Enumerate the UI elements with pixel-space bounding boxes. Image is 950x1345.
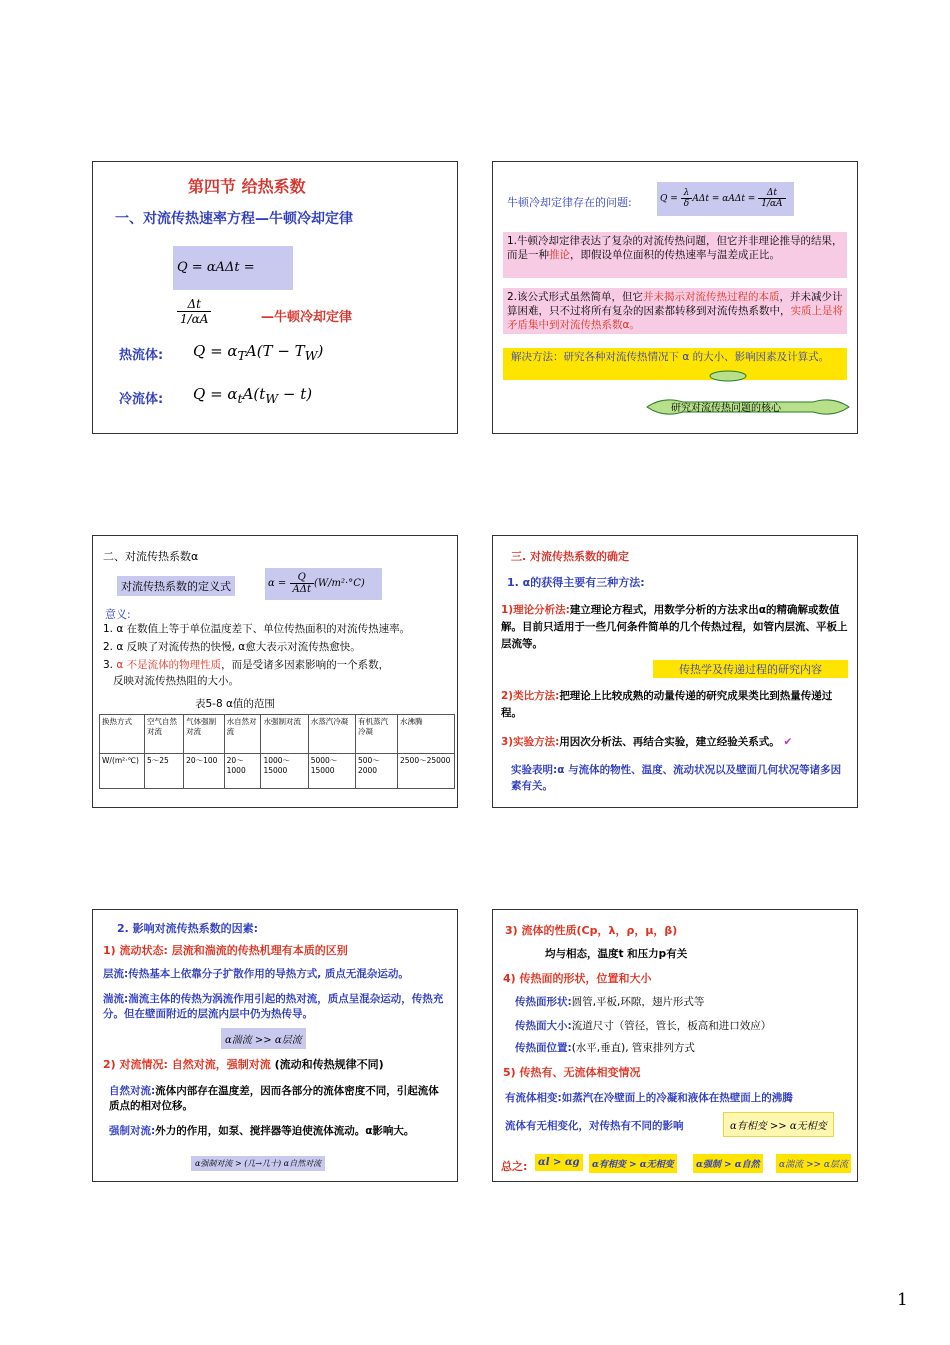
forced-vs-natural: α强制对流 > (几→几十) α自然对流 — [191, 1156, 325, 1171]
summary-1: αl > αg — [535, 1154, 583, 1171]
experiment-note: 实验表明:α 与流体的物性、温度、流动状况以及壁面几何状况等诸多因素有关。 — [511, 764, 842, 792]
point-1: 1.牛顿冷却定律表达了复杂的对流传热问题，但它并非理论推导的结果，而是一种推论，即假设单位面积的传热速率与温差成正比。 — [503, 232, 847, 278]
check-icon: ✔ — [783, 736, 793, 748]
forced-convection: 强制对流:外力的作用，如泵、搅拌器等迫使流体流动。α影响大。 — [109, 1125, 415, 1137]
table-title: 表5-8 α值的范围 — [195, 698, 275, 710]
section-heading: 2. 影响对流传热系数的因素: — [117, 922, 259, 935]
slide-title: 第四节 给热系数 — [188, 177, 306, 196]
factor-4: 4) 传热面的形状，位置和大小 — [503, 972, 652, 985]
surface-shape: 传热面形状:圆管,平板,环隙，翅片形式等 — [515, 996, 705, 1008]
factor-1: 1) 流动状态: 层流和湍流的传热机理有本质的区别 — [103, 944, 348, 957]
slide-4 — [492, 535, 858, 808]
surface-size: 传热面大小:流道尺寸（管径，管长，板高和进口效应） — [515, 1020, 772, 1032]
phase-effect: 流体有无相变化，对传热有不同的影响 — [505, 1120, 684, 1132]
section-heading: 二、对流传热系数α — [103, 550, 199, 563]
hot-fluid-formula: $Q = \alpha_TA(T - T_W)$ — [193, 342, 324, 363]
slide-6 — [492, 909, 858, 1182]
method-1-tag: 传热学及传递过程的研究内容 — [653, 660, 848, 678]
method-3: 3)实验方法:用因次分析法、再结合实验，建立经验关系式。 ✔ — [501, 736, 793, 748]
section-heading: 一、对流传热速率方程—牛顿冷却定律 — [115, 211, 353, 227]
problem-formula: Q = $\frac{\lambda}{\delta}$ AΔt = αAΔt = $\frac{\Delta t}{1/\alpha A}$ — [657, 182, 794, 216]
summary-label: 总之: — [501, 1160, 528, 1173]
surface-position: 传热面位置:(水平,垂直), 管束排列方式 — [515, 1042, 695, 1054]
factor-3-sub: 均与相态，温度t 和压力p有关 — [545, 948, 688, 960]
alpha-range-table — [99, 714, 455, 789]
table-row: W/(m²·℃) 5～25 20～100 20～1000 1000～15000 5000～15000 500～2000 2500～25000 — [100, 754, 455, 789]
meaning-label: 意义: — [105, 608, 131, 621]
slide-1 — [92, 161, 458, 434]
methods-intro: 1. α的获得主要有三种方法: — [507, 576, 645, 589]
slide-3 — [92, 535, 458, 808]
method-1: 1)理论分析法:建立理论方程式，用数学分析的方法求出α的精确解或数值解。目前只适用于一些几何条件简单的几个传热过程，如管内层流、平板上层流等。 — [501, 604, 848, 650]
factor-3: 3) 流体的性质(Cp，λ，ρ，μ，β) — [505, 924, 678, 937]
page-number: 1 — [897, 1290, 908, 1310]
newton-formula: Q = αAΔt = $\frac{\Delta t}{1/\alpha A}$ — [173, 246, 293, 290]
meaning-2: 2. α 反映了对流传热的快慢, α愈大表示对流传热愈快。 — [103, 641, 361, 653]
factor-5: 5) 传热有、无流体相变情况 — [503, 1066, 641, 1079]
core-label: 研究对流传热问题的核心 — [671, 403, 781, 414]
laminar-text: 层流:传热基本上依靠分子扩散作用的导热方式, 质点无混杂运动。 — [103, 968, 409, 980]
meaning-1: 1. α 在数值上等于单位温度差下、单位传热面积的对流传热速率。 — [103, 623, 411, 635]
solution-box: 解决方法：研究各种对流传热情况下 α 的大小、影响因素及计算式。 — [503, 348, 847, 380]
summary-3: α强制 > α自然 — [693, 1154, 763, 1173]
cold-fluid-formula: $Q = \alpha_tA(t_W - t)$ — [193, 385, 313, 406]
phase-comparison: α有相变 >> α无相变 — [723, 1112, 834, 1137]
small-scroll-shape — [708, 366, 748, 386]
slide-5 — [92, 909, 458, 1182]
natural-convection: 自然对流:流体内部存在温度差，因而各部分的流体密度不同，引起流体质点的相对位移。 — [109, 1085, 439, 1112]
method-2: 2)类比方法:把理论上比较成熟的动量传递的研究成果类比到热量传递过程。 — [501, 690, 833, 719]
table-header-row: 换热方式 空气自然对流 气体强制对流 水自然对流 水强制对流 水蒸汽冷凝 有机蒸汽冷凝 水沸腾 — [100, 715, 455, 754]
section-heading: 三. 对流传热系数的确定 — [511, 550, 630, 563]
turbulent-vs-laminar: α湍流 >> α层流 — [221, 1028, 306, 1049]
law-label: —牛顿冷却定律 — [261, 310, 353, 325]
definition-formula: α = $\frac{Q}{\text{AΔt}}$ (W/m²·°C) — [265, 568, 382, 600]
factor-2: 2) 对流情况: 自然对流，强制对流 (流动和传热规律不同) — [103, 1058, 384, 1071]
cold-fluid-label: 冷流体: — [119, 392, 164, 407]
phase-change: 有流体相变:如蒸汽在冷壁面上的冷凝和液体在热壁面上的沸腾 — [505, 1092, 793, 1104]
summary-2: α有相变 > α无相变 — [589, 1154, 677, 1173]
point-2: 2.该公式形式虽然简单，但它并未揭示对流传热过程的本质，并未减少计算困难，只不过将所有复杂的因素都转移到对流传热系数中，实质上是将矛盾集中到对流传热系数α。 — [503, 288, 847, 334]
definition-label: 对流传热系数的定义式 — [117, 576, 235, 596]
summary-4: α湍流 >> α层流 — [776, 1154, 851, 1173]
problem-label: 牛顿冷却定律存在的问题: — [507, 196, 632, 209]
turbulent-text: 湍流:湍流主体的传热为涡流作用引起的热对流，质点呈混杂运动，传热充分。但在壁面附近的层流内层中仍为热传导。 — [103, 993, 444, 1020]
hot-fluid-label: 热流体: — [119, 348, 164, 363]
slide-2 — [492, 161, 858, 434]
meaning-3: 3. α 不是流体的物理性质，而是受诸多因素影响的一个系数， — [103, 659, 390, 671]
meaning-3-cont: 反映对流传热热阻的大小。 — [113, 675, 239, 687]
